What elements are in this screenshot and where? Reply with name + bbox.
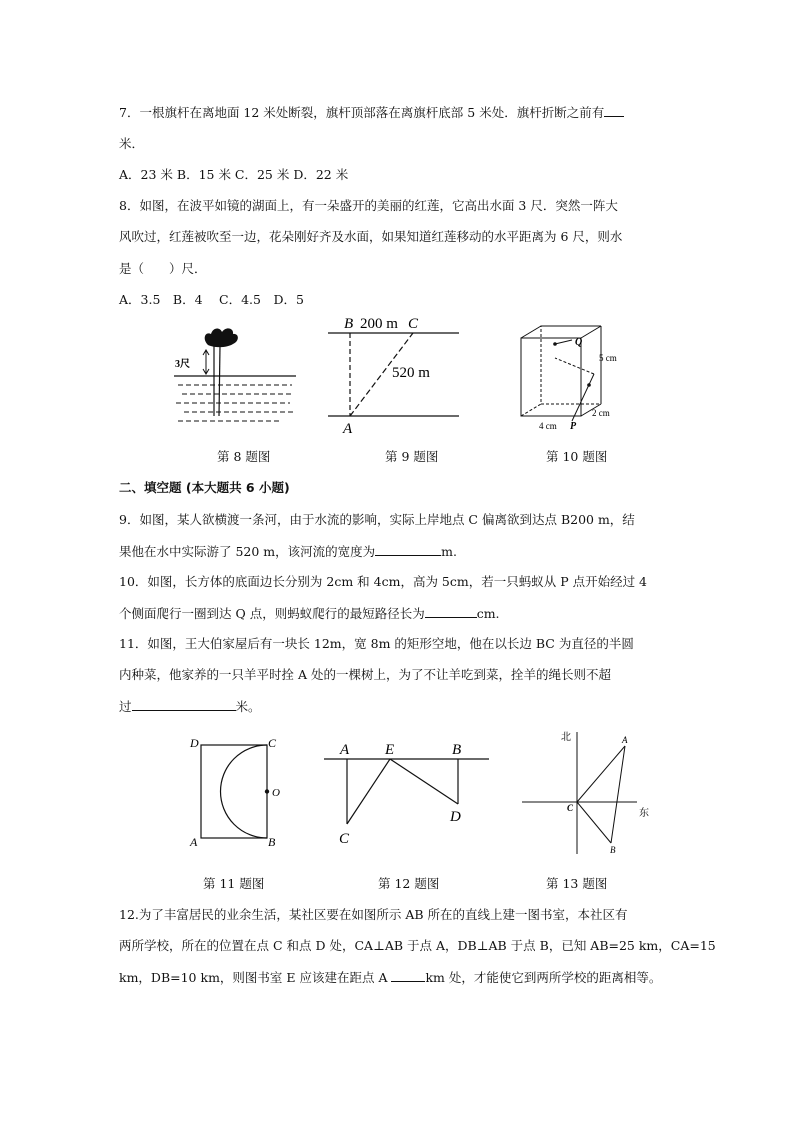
q12-line-2: 两所学校，所在的位置在点 C 和点 D 处，CA⊥AB 于点 A，DB⊥AB 于点 B，已知 AB=25 km，CA=15 [119,938,716,953]
fig10-label-2cm: 2 cm [592,408,610,418]
q7-line-2: 米． [119,136,145,151]
figure-8-lotus [172,324,300,436]
q12-answer-blank[interactable] [391,969,425,982]
q11-answer-blank[interactable] [132,698,236,711]
q9-line-1: 9．如图，某人欲横渡一条河，由于水流的影响，实际上岸地点 C 偏离欲到达点 B200 m，结 [119,512,635,527]
caption-fig-8: 第 8 题图 [217,449,271,464]
q8-options: A．3.5 B．4 C．4.5 D．5 [119,292,304,307]
q9-line-2: 果他在水中实际游了 520 m，该河流的宽度为 m. [119,544,457,559]
fig13-label-b: B [610,845,616,855]
fig10-label-4cm: 4 cm [539,421,557,431]
caption-fig-10: 第 10 题图 [546,449,608,464]
fig11-label-a: A [190,835,198,849]
q12-line-3: km，DB=10 km，则图书室 E 应该建在距点 A km 处，才能使它到两所学校的距离相等。 [119,970,662,985]
fig9-label-b: B [344,316,354,332]
fig12-label-c: C [339,831,350,847]
fig10-label-p: P [570,421,577,432]
q9-answer-blank[interactable] [375,543,441,556]
q10-line-1: 10．如图，长方体的底面边长分别为 2cm 和 4cm，高为 5cm，若一只蚂蚁从 P 点开始经过 4 [119,574,648,589]
fig12-label-b: B [452,742,462,758]
fig12-label-d: D [450,809,461,825]
figure-11-rectangle [186,734,292,850]
fig13-label-north: 北 [561,732,571,743]
fig12-label-e: E [385,742,395,758]
fig13-label-east: 东 [639,808,649,819]
fig9-label-a: A [343,421,353,437]
fig10-label-q: Q [575,337,583,348]
fig11-label-o: O [272,787,280,799]
q8-line-1: 8．如图，在波平如镜的湖面上，有一朵盛开的美丽的红莲，它高出水面 3 尺．突然一阵大 [119,198,618,213]
fig12-label-a: A [340,742,350,758]
caption-fig-12: 第 12 题图 [378,876,440,891]
q11-line-1: 11．如图，王大伯家屋后有一块长 12m，宽 8m 的矩形空地，他在以长边 BC 为直径的半圆 [119,636,634,651]
figure-12-ab-line [322,736,492,848]
fig13-label-c: C [567,803,574,813]
fig9-label-c: C [408,316,419,332]
q11-line-3: 过 米。 [119,699,261,714]
q8-line-2: 风吹过，红莲被吹至一边，花朵刚好齐及水面，如果知道红莲移动的水平距离为 6 尺，则水 [119,229,623,244]
q12-line-1: 12.为了丰富居民的业余生活，某社区要在如图所示 AB 所在的直线上建一图书室，本社区有 [119,907,628,922]
q7-answer-blank[interactable] [604,104,624,117]
fig8-label-3chi: 3尺 [175,359,190,370]
q7-line-1: 7．一根旗杆在离地面 12 米处断裂，旗杆顶部落在离旗杆底部 5 米处．旗杆折断之前有 [119,104,624,121]
q10-answer-blank[interactable] [425,605,477,618]
fig11-label-c: C [268,736,277,750]
q8-line-3: 是（ ）尺． [119,261,207,276]
figure-9-river [326,314,462,436]
figure-10-cuboid [515,318,625,436]
section-heading-fill-in: 二、填空题 (本大题共 6 小题) [119,480,290,495]
caption-fig-13: 第 13 题图 [546,876,608,891]
fig9-label-200m: 200 m [360,316,398,332]
caption-fig-11: 第 11 题图 [203,876,265,891]
q10-line-2: 个侧面爬行一圈到达 Q 点，则蚂蚁爬行的最短路径长为 cm. [119,606,500,621]
q7-options: A．23 米 B．15 米 C．25 米 D．22 米 [119,167,349,182]
fig9-label-520m: 520 m [392,365,430,381]
figure-13-compass [519,726,657,856]
caption-fig-9: 第 9 题图 [385,449,439,464]
fig11-label-b: B [268,835,276,849]
fig13-label-a: A [622,735,628,745]
fig11-label-d: D [190,736,199,750]
q11-line-2: 内种菜，他家养的一只羊平时拴 A 处的一棵树上，为了不让羊吃到菜，拴羊的绳长则不超 [119,667,611,682]
fig10-label-5cm: 5 cm [599,353,617,363]
